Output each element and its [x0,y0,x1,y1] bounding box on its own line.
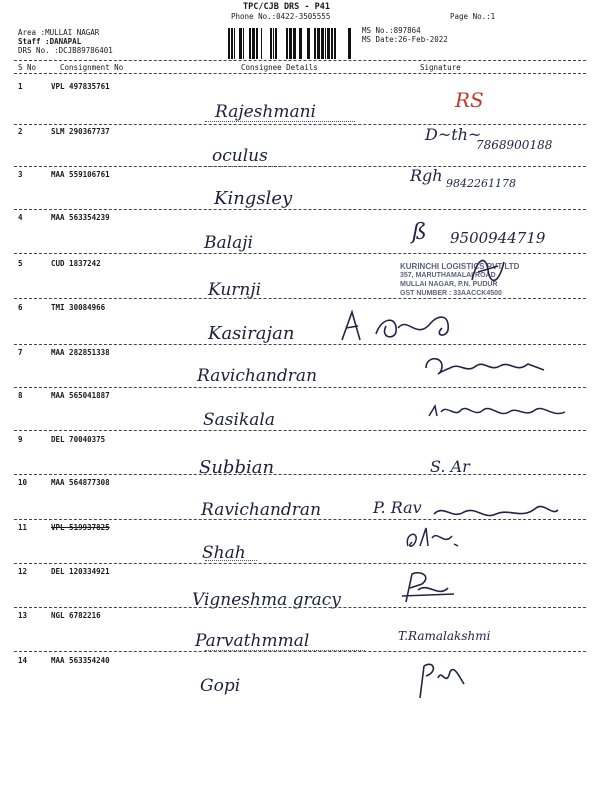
consignment-number: DEL 70040375 [51,435,106,444]
row-number: 5 [18,259,23,268]
consignee-name: Ravichandran [201,500,322,520]
consignment-number: MAA 564877308 [51,478,110,487]
row-number: 12 [18,567,28,576]
consignee-name: Ravichandran [197,366,318,386]
row-number: 7 [18,348,23,357]
consignment-number: MAA 282851338 [51,348,110,357]
name-underline [205,560,257,561]
signature-scribble-icon [402,524,462,554]
ms-date: MS Date:26-Feb-2022 [362,35,448,44]
consignment-number: VPL 497835761 [51,82,110,91]
consignee-name: Sasikala [203,410,275,430]
signature-scribble-icon [420,352,550,380]
row-divider [14,607,586,608]
consignee-name: Kurnji [208,280,262,300]
column-header-consignee: Consignee Details [241,63,318,72]
consignee-name: Gopi [200,676,241,696]
signature-scribble-icon [425,400,575,422]
consignment-number: CUD 1837242 [51,259,101,268]
ms-number: MS No.:897864 [362,26,421,35]
row-divider [14,651,586,652]
staff-label: Staff :DANAPAL [18,37,82,46]
signature-scribble-icon [468,252,508,288]
signature: T.Ramalakshmi [398,629,491,643]
consignee-name: Subbian [199,457,275,478]
signature-scribble-icon [410,658,470,702]
row-number: 10 [18,478,28,487]
signature: RS [455,88,484,112]
consignment-number: SLM 290367737 [51,127,110,136]
barcode-icon [228,28,353,59]
row-divider [14,474,586,475]
row-number: 1 [18,82,23,91]
signature-scribble-icon [338,306,473,344]
row-number: 6 [18,303,23,312]
document-title: TPC/CJB DRS - P41 [243,2,330,12]
signature-scribble-icon [398,568,458,608]
row-number: 8 [18,391,23,400]
row-divider [14,166,586,167]
consignment-number: MAA 559106761 [51,170,110,179]
column-header-sno: S No [18,63,37,72]
row-divider [14,387,586,388]
signature-scribble-icon: Rgh [410,166,443,185]
consignee-name: oculus [212,146,268,166]
consignment-number: NGL 6782216 [51,611,101,620]
company-stamp: KURINCHI LOGISTICS PVT LTD 357, MARUTHAMALAI ROAD MULLAI NAGAR, P.N. PUDUR GST NUMBER : 33AACCK4500 [400,262,520,297]
column-header-signature: Signature [420,63,461,72]
divider [14,73,586,74]
row-divider [14,209,586,210]
consignee-name: Kasirajan [208,323,295,344]
consignment-number: MAA 565041887 [51,391,110,400]
row-divider [14,519,586,520]
row-number: 4 [18,213,23,222]
name-underline [205,121,355,122]
consignment-number: DEL 120334921 [51,567,110,576]
consignee-name: Shah [202,543,246,563]
row-divider [14,124,586,125]
row-number: 14 [18,656,28,665]
row-divider [14,563,586,564]
area-label: Area :MULLAI NAGAR [18,28,100,37]
phone-number: Phone No.:0422-3505555 [231,12,331,21]
consignee-name: Rajeshmani [215,102,316,122]
row-number: 9 [18,435,23,444]
row-number: 3 [18,170,23,179]
signature-scribble-icon [432,500,562,524]
page-number: Page No.:1 [450,12,496,21]
row-divider [14,344,586,345]
signature: 9500944719 [450,229,546,247]
row-divider [14,430,586,431]
signature: S. Ar [430,457,470,476]
consignee-name: Parvathmmal [195,631,310,651]
consignee-name: Vigneshma gracy [192,590,341,610]
consignment-number: TMI 30084966 [51,303,106,312]
divider [14,60,586,61]
consignee-name: Kingsley [214,188,293,209]
drs-number: DRS No. :DCJB89786401 [18,46,113,55]
consignee-name: Balaji [204,233,253,253]
consignment-number: MAA 563354240 [51,656,110,665]
signature: 9842261178 [446,177,516,190]
row-number: 11 [18,523,28,532]
signature-scribble-icon: ß [412,220,427,245]
row-divider [14,298,586,299]
row-number: 13 [18,611,28,620]
consignment-number: MAA 563354239 [51,213,110,222]
consignment-number: VPL 519937825 [51,523,110,532]
signature: P. Rav [373,498,422,517]
signature-scribble-icon: D~th~ [425,125,482,144]
signature: 7868900188 [476,138,553,152]
row-number: 2 [18,127,23,136]
column-header-consignment: Consignment No [60,63,124,72]
